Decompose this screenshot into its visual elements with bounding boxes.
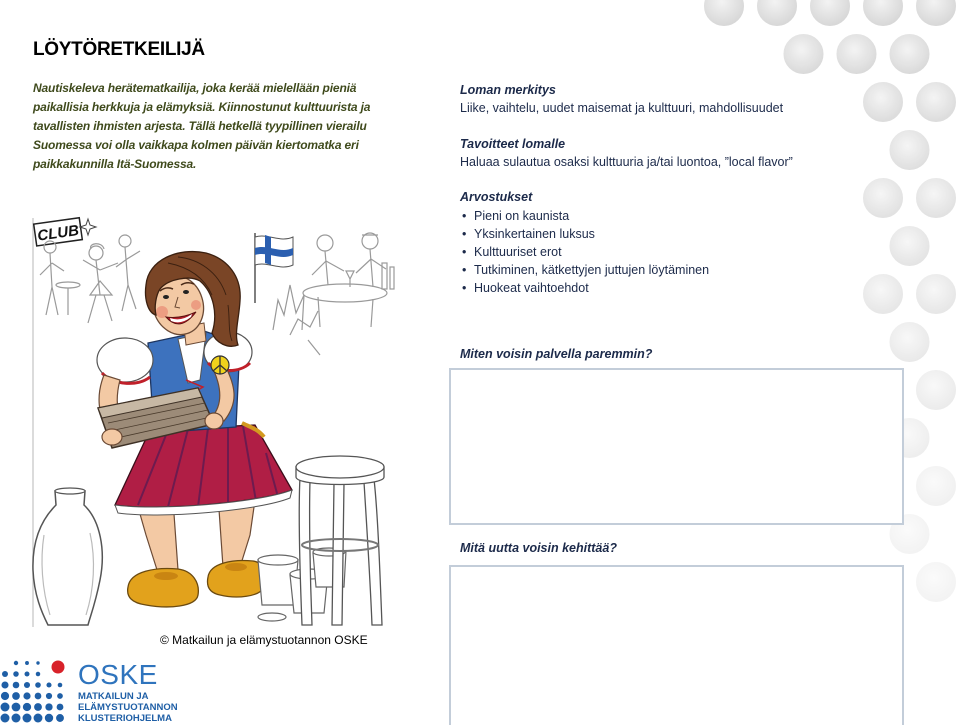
copyright-text: © Matkailun ja elämystuotannon OSKE	[160, 633, 368, 647]
logo-dot	[36, 672, 41, 677]
goals-text: Haluaa sulautua osaksi kulttuuria ja/tai luontoa, ”local flavor”	[460, 155, 793, 169]
logo-dot	[46, 682, 51, 687]
logo-dot	[57, 704, 64, 711]
decorative-circle	[915, 561, 957, 603]
decorative-circle	[703, 0, 745, 27]
intro-text-line: Nautiskeleva herätematkailija, joka kerää mielellään pieniä	[33, 81, 357, 95]
logo-dot	[45, 714, 53, 722]
decorative-circle	[915, 0, 957, 27]
values-heading: Arvostukset	[460, 190, 533, 204]
logo-dot	[56, 714, 64, 722]
logo-dot	[45, 703, 52, 710]
meaning-text: Liike, vaihtelu, uudet maisemat ja kulttuuri, mahdollisuudet	[460, 101, 784, 115]
values-list-item: • Pieni on kaunista	[474, 208, 569, 224]
slide-title: LÖYTÖRETKEILIJÄ	[33, 39, 205, 60]
decorative-circle	[862, 273, 904, 315]
decorative-circle	[809, 0, 851, 27]
decorative-circle	[915, 273, 957, 315]
decorative-circle	[862, 0, 904, 27]
decorative-circle	[862, 81, 904, 123]
logo-dot	[25, 661, 29, 665]
decorative-circle	[836, 33, 878, 75]
develop-new-heading: Mitä uutta voisin kehittää?	[460, 541, 617, 555]
logo-dot	[12, 714, 21, 723]
woman-figure	[97, 252, 292, 607]
right-hand	[205, 413, 223, 429]
decorative-circle	[889, 33, 931, 75]
persona-illustration	[28, 215, 398, 630]
logo-accent-dot	[52, 661, 65, 674]
club-sign	[34, 218, 83, 246]
logo-dot	[23, 703, 31, 711]
logo-subtitle-line: MATKAILUN JA	[78, 691, 149, 702]
logo-dot	[46, 693, 52, 699]
stool	[296, 456, 384, 625]
logo-dot	[35, 693, 42, 700]
intro-text-line: Suomessa voi olla vaikkapa kolmen päivän kiertomatka eri	[33, 138, 359, 152]
serve-better-heading: Miten voisin palvella paremmin?	[460, 347, 653, 361]
decorative-circle	[889, 129, 931, 171]
background-fire	[273, 285, 320, 355]
logo-dot	[12, 703, 21, 712]
left-hand	[102, 429, 122, 445]
values-list-item: • Kulttuuriset erot	[474, 244, 562, 260]
decorative-circle	[915, 369, 957, 411]
logo-subtitle-line: KLUSTERIOHJELMA	[78, 713, 172, 724]
logo-dot	[23, 714, 32, 723]
background-dancers	[40, 235, 140, 323]
logo-dot	[36, 661, 39, 664]
logo-dot	[1, 703, 10, 712]
logo-dot	[2, 671, 8, 677]
intro-text-line: paikallisia herkkuja ja elämyksiä. Kiinnostunut kulttuurista ja	[33, 100, 371, 114]
logo-dot	[34, 714, 43, 723]
values-list-item: • Huokeat vaihtoehdot	[474, 280, 589, 296]
finnish-flag	[255, 233, 293, 303]
logo-name: OSKE	[78, 659, 158, 690]
serve-better-answer-box	[449, 368, 904, 525]
values-list-item: • Tutkiminen, kätkettyjen juttujen löytäminen	[474, 262, 709, 278]
vase	[33, 488, 102, 625]
logo-dot	[23, 692, 30, 699]
decorative-circle	[915, 177, 957, 219]
decorative-circle	[756, 0, 798, 27]
logo-dot	[1, 692, 9, 700]
decorative-circle	[862, 177, 904, 219]
decorative-circle	[915, 81, 957, 123]
logo-dot	[57, 693, 63, 699]
meaning-heading: Loman merkitys	[460, 83, 556, 97]
decorative-circle	[783, 33, 825, 75]
values-list-item: • Yksinkertainen luksus	[474, 226, 595, 242]
goals-heading: Tavoitteet lomalle	[460, 137, 566, 151]
peace-sign-icon	[211, 356, 229, 374]
logo-subtitle-line: ELÄMYSTUOTANNON	[78, 702, 178, 713]
logo-dot	[24, 682, 30, 688]
logo-dot	[58, 683, 63, 688]
intro-text-line: tavallisten ihmisten arjesta. Tällä hetkellä tyypillinen vierailu	[33, 119, 367, 133]
club-sign-text: CLUB	[36, 222, 81, 245]
logo-dot	[13, 682, 20, 689]
develop-new-answer-box	[449, 565, 904, 725]
sparkle-icon	[80, 219, 96, 235]
decorative-circle	[915, 465, 957, 507]
logo-dot	[1, 681, 8, 688]
logo-dot	[34, 703, 42, 711]
logo-dot	[13, 671, 19, 677]
logo-dot	[35, 682, 41, 688]
logo-dot	[1, 714, 10, 723]
decorative-circle	[889, 321, 931, 363]
logo-dot	[25, 672, 30, 677]
decorative-circle	[889, 225, 931, 267]
oske-logo-dots-icon	[0, 655, 75, 725]
logo-dot	[12, 692, 20, 700]
intro-text-line: paikkakunnilla Itä-Suomessa.	[33, 157, 197, 171]
logo-dot	[14, 661, 18, 665]
